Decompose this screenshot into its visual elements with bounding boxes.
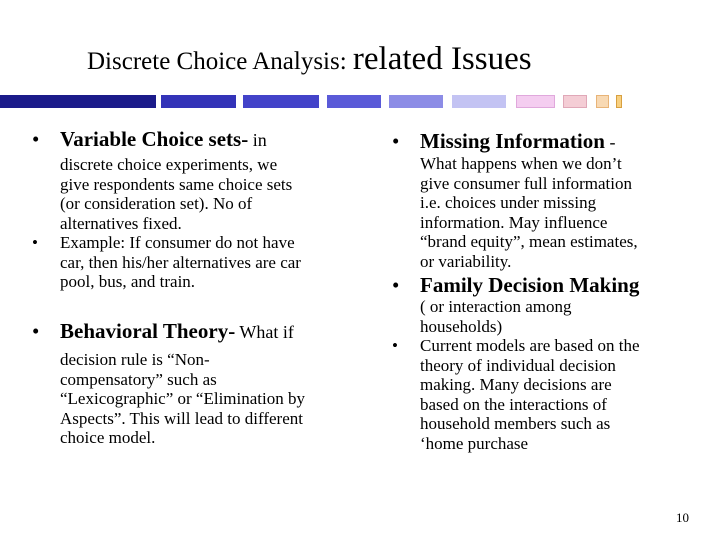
decorative-bar (0, 95, 156, 108)
decorative-bar (516, 95, 555, 108)
bullet-body (60, 350, 360, 448)
bullet-point: • (32, 127, 40, 151)
slide-title (87, 40, 532, 80)
bullet-missing-information (392, 129, 710, 271)
text-line: Current models are based on the (420, 336, 640, 355)
page-number: 10 (676, 510, 689, 525)
bullet-heading (32, 127, 360, 152)
text-line: households) (420, 316, 503, 336)
bullet-heading (392, 273, 710, 297)
bullet-point: • (392, 273, 400, 297)
text-line: ( or interaction among (420, 297, 572, 316)
text-line: “Lexicographic” or “Elimination by (60, 389, 305, 408)
bullet-heading-tail: - (604, 132, 616, 152)
text-line: decision rule is “Non- (60, 350, 210, 369)
decorative-bar (327, 95, 381, 108)
bullet-point: • (32, 319, 40, 343)
bullet-variable-choice (32, 127, 360, 292)
bullet-body (420, 297, 710, 336)
bullet-heading-tail: What if (235, 322, 294, 342)
text-line: household members such as (420, 414, 611, 433)
text-line: i.e. choices under missing (420, 193, 597, 212)
text-line: theory of individual decision (420, 355, 616, 375)
text-line: ‘home purchase (420, 433, 529, 453)
bullet-point: • (392, 336, 398, 355)
decorative-bar (596, 95, 609, 108)
decorative-bar (563, 95, 587, 108)
bullet-point: • (32, 233, 38, 252)
text-line: (or consideration set). No of (60, 194, 253, 213)
bullet-body (420, 154, 710, 271)
bullet-family-decision (392, 273, 710, 453)
bullet-point: • (392, 129, 400, 153)
text-line: discrete choice experiments, we (60, 155, 278, 174)
decorative-bar (389, 95, 443, 108)
text-line: making. Many decisions are (420, 375, 612, 394)
text-line: “brand equity”, mean estimates, (420, 232, 638, 251)
text-line: alternatives fixed. (60, 213, 182, 233)
decorative-bar (161, 95, 236, 108)
bullet-heading-text: Behavioral Theory- (60, 319, 236, 343)
text-line: pool, bus, and train. (60, 272, 196, 291)
decorative-bar (452, 95, 506, 108)
slide-title-part1: Discrete Choice Analysis: (87, 48, 353, 75)
text-line: Example: If consumer do not have (60, 233, 295, 252)
sub-bullet (32, 233, 360, 292)
bullet-body (60, 155, 360, 233)
text-line: based on the interactions of (420, 394, 607, 414)
sub-bullet (392, 336, 710, 453)
bullet-heading-text: Missing Information (420, 129, 605, 153)
text-line: compensatory” such as (60, 369, 217, 389)
text-line: What happens when we don’t (420, 154, 622, 173)
bullet-heading-text: Variable Choice sets- (60, 127, 249, 151)
bullet-heading (32, 319, 360, 344)
text-line: or variability. (420, 251, 512, 271)
slide-title-part2: related Issues (352, 41, 532, 77)
text-line: give consumer full information (420, 173, 632, 193)
bullet-heading (392, 129, 710, 154)
decorative-bar (243, 95, 319, 108)
text-line: give respondents same choice sets (60, 174, 293, 194)
bullet-heading-text: Family Decision Making (420, 273, 640, 297)
decorative-bar (616, 95, 622, 108)
text-line: car, then his/her alternatives are car (60, 252, 301, 272)
text-line: Aspects”. This will lead to different (60, 408, 303, 428)
bullet-heading-tail: in (248, 130, 267, 150)
text-line: information. May influence (420, 212, 608, 232)
text-line: choice model. (60, 428, 156, 447)
bullet-behavioral-theory (32, 319, 360, 448)
